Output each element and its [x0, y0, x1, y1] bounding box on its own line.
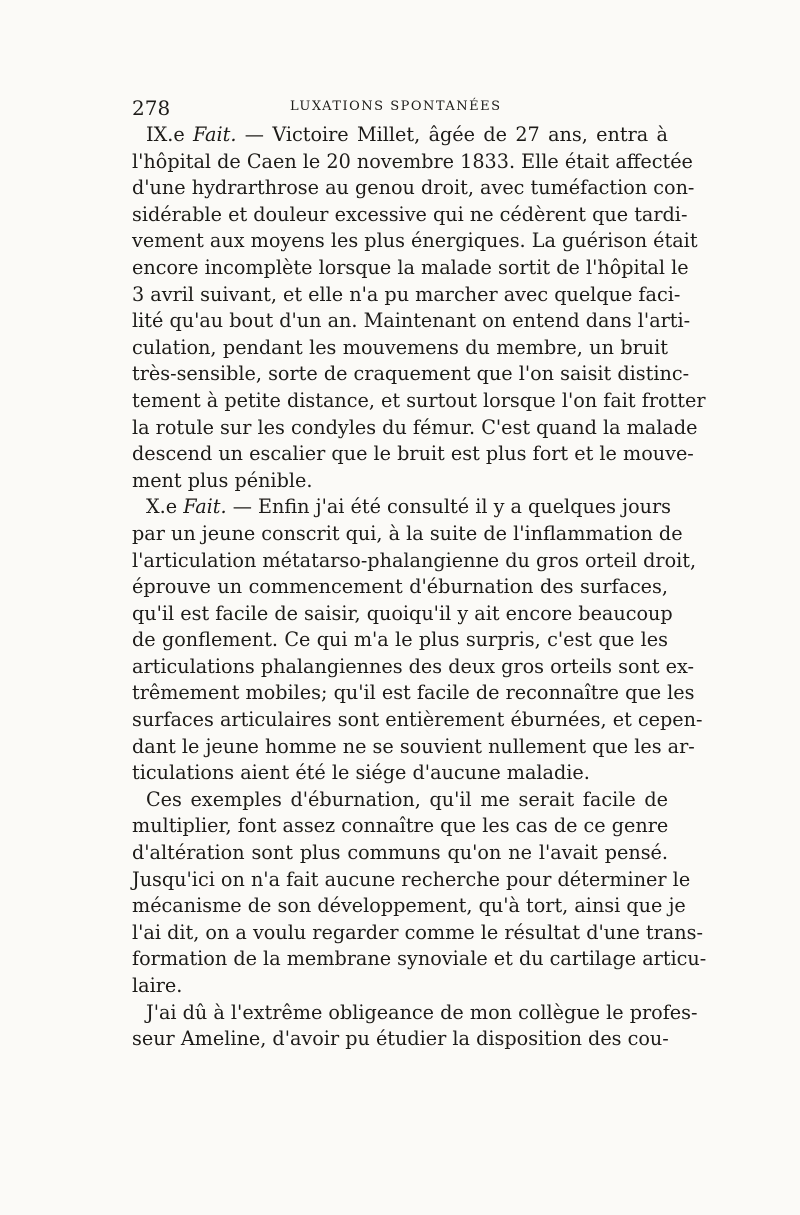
text-line: très-sensible, sorte de craquement que l'on saisit distinc-: [132, 362, 690, 386]
text-line: J'ai dû à l'extrême obligeance de mon collègue le profes-: [146, 1000, 698, 1024]
text-line: ticulations aient été le siége d'aucune maladie.: [132, 761, 590, 785]
text-line: Ces exemples d'éburnation, qu'il me serait facile de: [146, 787, 668, 811]
text-line: articulations phalangiennes des deux gros orteils sont ex-: [132, 654, 694, 678]
text-line: vement aux moyens les plus énergiques. La guérison était: [132, 229, 698, 253]
text-line: dant le jeune homme ne se souvient nullement que les ar-: [132, 734, 695, 758]
text-line: par un jeune conscrit qui, à la suite de l'inflammation de: [132, 521, 683, 545]
text-line: descend un escalier que le bruit est plus fort et le mouve-: [132, 442, 694, 466]
text-line: X.e Fait. — Enfin j'ai été consulté il y a quelques jours: [146, 495, 672, 519]
book-page: [132, 96, 707, 1053]
text-line: sidérable et douleur excessive qui ne cédèrent que tardi-: [132, 202, 688, 226]
paragraph-ix: [132, 122, 706, 494]
text-line: d'altération sont plus communs qu'on ne l'avait pensé.: [132, 841, 668, 865]
text-line: formation de la membrane synoviale et du cartilage articu-: [132, 947, 707, 971]
text-line: de gonflement. Ce qui m'a le plus surpris, c'est que les: [132, 628, 668, 652]
body-text: [132, 122, 707, 1053]
text-line: Jusqu'ici on n'a fait aucune recherche pour déterminer le: [132, 867, 691, 891]
text-line: l'articulation métatarso-phalangienne du gros orteil droit,: [132, 548, 697, 572]
text-line: 3 avril suivant, et elle n'a pu marcher avec quelque faci-: [132, 282, 681, 306]
page-number: 278: [132, 96, 171, 120]
text-line: la rotule sur les condyles du fémur. C'est quand la malade: [132, 415, 698, 439]
fait-italic: Fait.: [183, 495, 227, 519]
text-line: qu'il est facile de saisir, quoiqu'il y ait encore beaucoup: [132, 601, 673, 625]
text-line: l'ai dit, on a voulu regarder comme le résultat d'une trans-: [132, 920, 703, 944]
text-line: lité qu'au bout d'un an. Maintenant on entend dans l'arti-: [132, 309, 691, 333]
text-line: IX.e Fait. — Victoire Millet, âgée de 27 ans, entra à: [146, 123, 668, 146]
text-line: éprouve un commencement d'éburnation des surfaces,: [132, 575, 668, 599]
text-line: seur Ameline, d'avoir pu étudier la disposition des cou-: [132, 1027, 669, 1051]
paragraph-ameline: [132, 1000, 698, 1053]
text-line: mécanisme de son développement, qu'à tort, ainsi que je: [132, 894, 686, 918]
text-line: d'une hydrarthrose au genou droit, avec tuméfaction con-: [132, 176, 695, 200]
text-line: tement à petite distance, et surtout lorsque l'on fait frotter: [132, 388, 706, 412]
text-line: laire.: [132, 974, 183, 997]
running-title: LUXATIONS SPONTANÉES: [290, 99, 502, 114]
page-header: [132, 96, 668, 122]
paragraph-eburnation: [132, 787, 707, 1000]
text-line: culation, pendant les mouvemens du membre, un bruit: [132, 335, 668, 359]
paragraph-x: [132, 494, 703, 787]
text-line: multiplier, font assez connaître que les cas de ce genre: [132, 814, 669, 838]
text-line: ment plus pénible.: [132, 468, 313, 492]
fait-italic: Fait.: [193, 123, 237, 146]
text-line: trêmement mobiles; qu'il est facile de reconnaître que les: [132, 681, 695, 705]
text-line: surfaces articulaires sont entièrement éburnées, et cepen-: [132, 708, 703, 732]
text-line: encore incomplète lorsque la malade sortit de l'hôpital le: [132, 255, 689, 279]
text-line: l'hôpital de Caen le 20 novembre 1833. Elle était affectée: [132, 149, 693, 173]
